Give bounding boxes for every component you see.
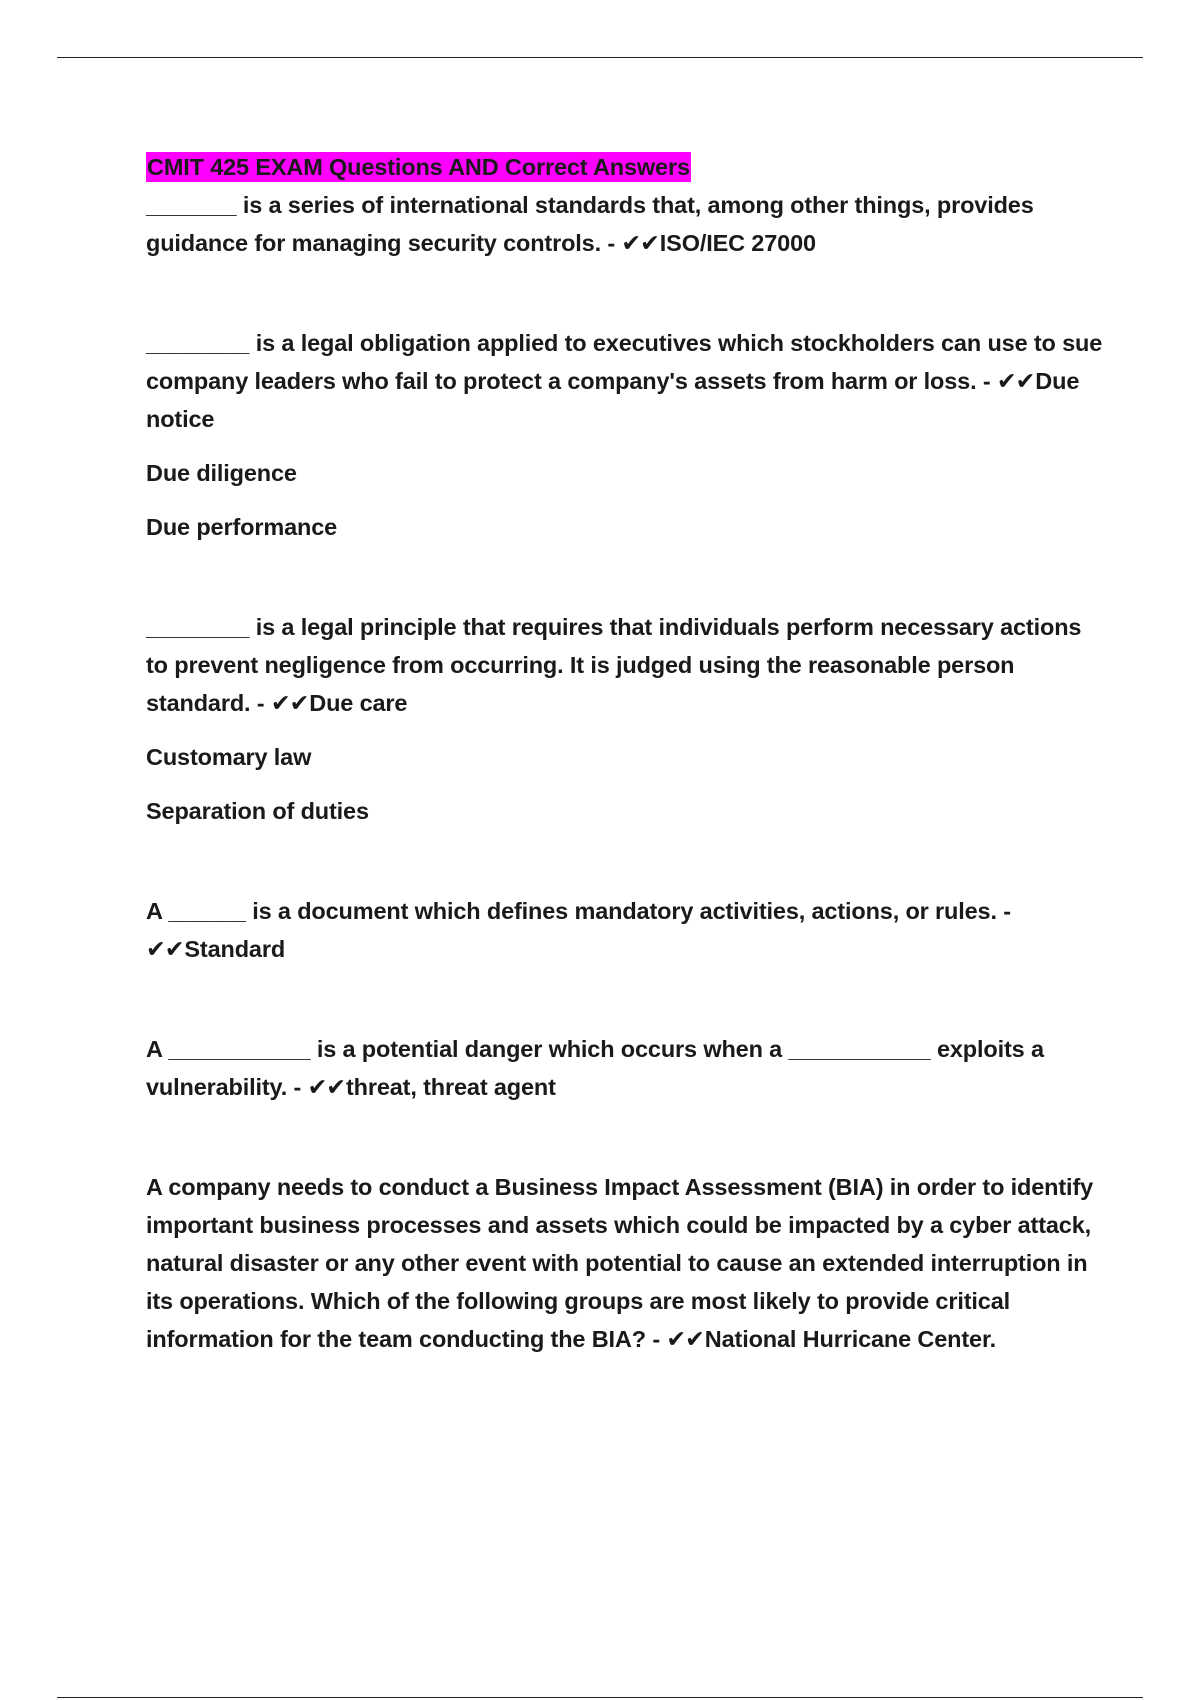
question-text: ________ is a legal principle that requires that individuals perform necessary actions to prevent negligence from occurring. It is judged using the reasonable person standard. - xyxy=(146,614,1082,716)
document-body xyxy=(146,148,1106,1358)
answer-text: Standard xyxy=(184,936,286,962)
qa-item xyxy=(146,892,1106,968)
answer-text: Due care xyxy=(309,690,408,716)
check-icon: ✔✔ xyxy=(621,230,659,256)
answer-option: Due diligence xyxy=(146,460,297,486)
document-title: CMIT 425 EXAM Questions AND Correct Answers xyxy=(147,154,690,180)
answer-text: ISO/IEC 27000 xyxy=(659,230,816,256)
qa-item xyxy=(146,608,1106,722)
question-text: A ______ is a document which defines mandatory activities, actions, or rules. - xyxy=(146,898,1011,924)
document-title-wrap xyxy=(146,148,1106,186)
question-text: A ___________ is a potential danger which occurs when a ___________ exploits a vulnerability. - xyxy=(146,1036,1044,1100)
question-text: _______ is a series of international standards that, among other things, provides guidance for managing security controls. - xyxy=(146,192,1034,256)
check-icon: ✔✔ xyxy=(146,936,184,962)
check-icon: ✔✔ xyxy=(307,1074,345,1100)
question-text: ________ is a legal obligation applied to executives which stockholders can use to sue company leaders who fail to protect a company's assets from harm or loss. - xyxy=(146,330,1103,394)
answer-option: Customary law xyxy=(146,744,312,770)
question-text: A company needs to conduct a Business Impact Assessment (BIA) in order to identify important business processes and assets which could be impacted by a cyber attack, natural disaster or any other event with potential to cause an extended interruption in its operations. Which of the following groups are most likely to provide critical information for the team conducting the BIA? - xyxy=(146,1174,1094,1352)
qa-item xyxy=(146,1168,1106,1358)
answer-text: threat, threat agent xyxy=(345,1074,556,1100)
qa-item xyxy=(146,1030,1106,1106)
qa-item xyxy=(146,324,1106,438)
answer-text: National Hurricane Center. xyxy=(704,1326,997,1352)
answer-option: Due performance xyxy=(146,514,338,540)
answer-option: Separation of duties xyxy=(146,798,369,824)
answer-text: Due notice xyxy=(146,368,1080,432)
top-divider xyxy=(57,57,1143,58)
bottom-divider xyxy=(57,1697,1143,1698)
check-icon: ✔✔ xyxy=(666,1326,704,1352)
check-icon: ✔✔ xyxy=(996,368,1035,394)
check-icon: ✔✔ xyxy=(270,690,309,716)
qa-item xyxy=(146,186,1106,262)
